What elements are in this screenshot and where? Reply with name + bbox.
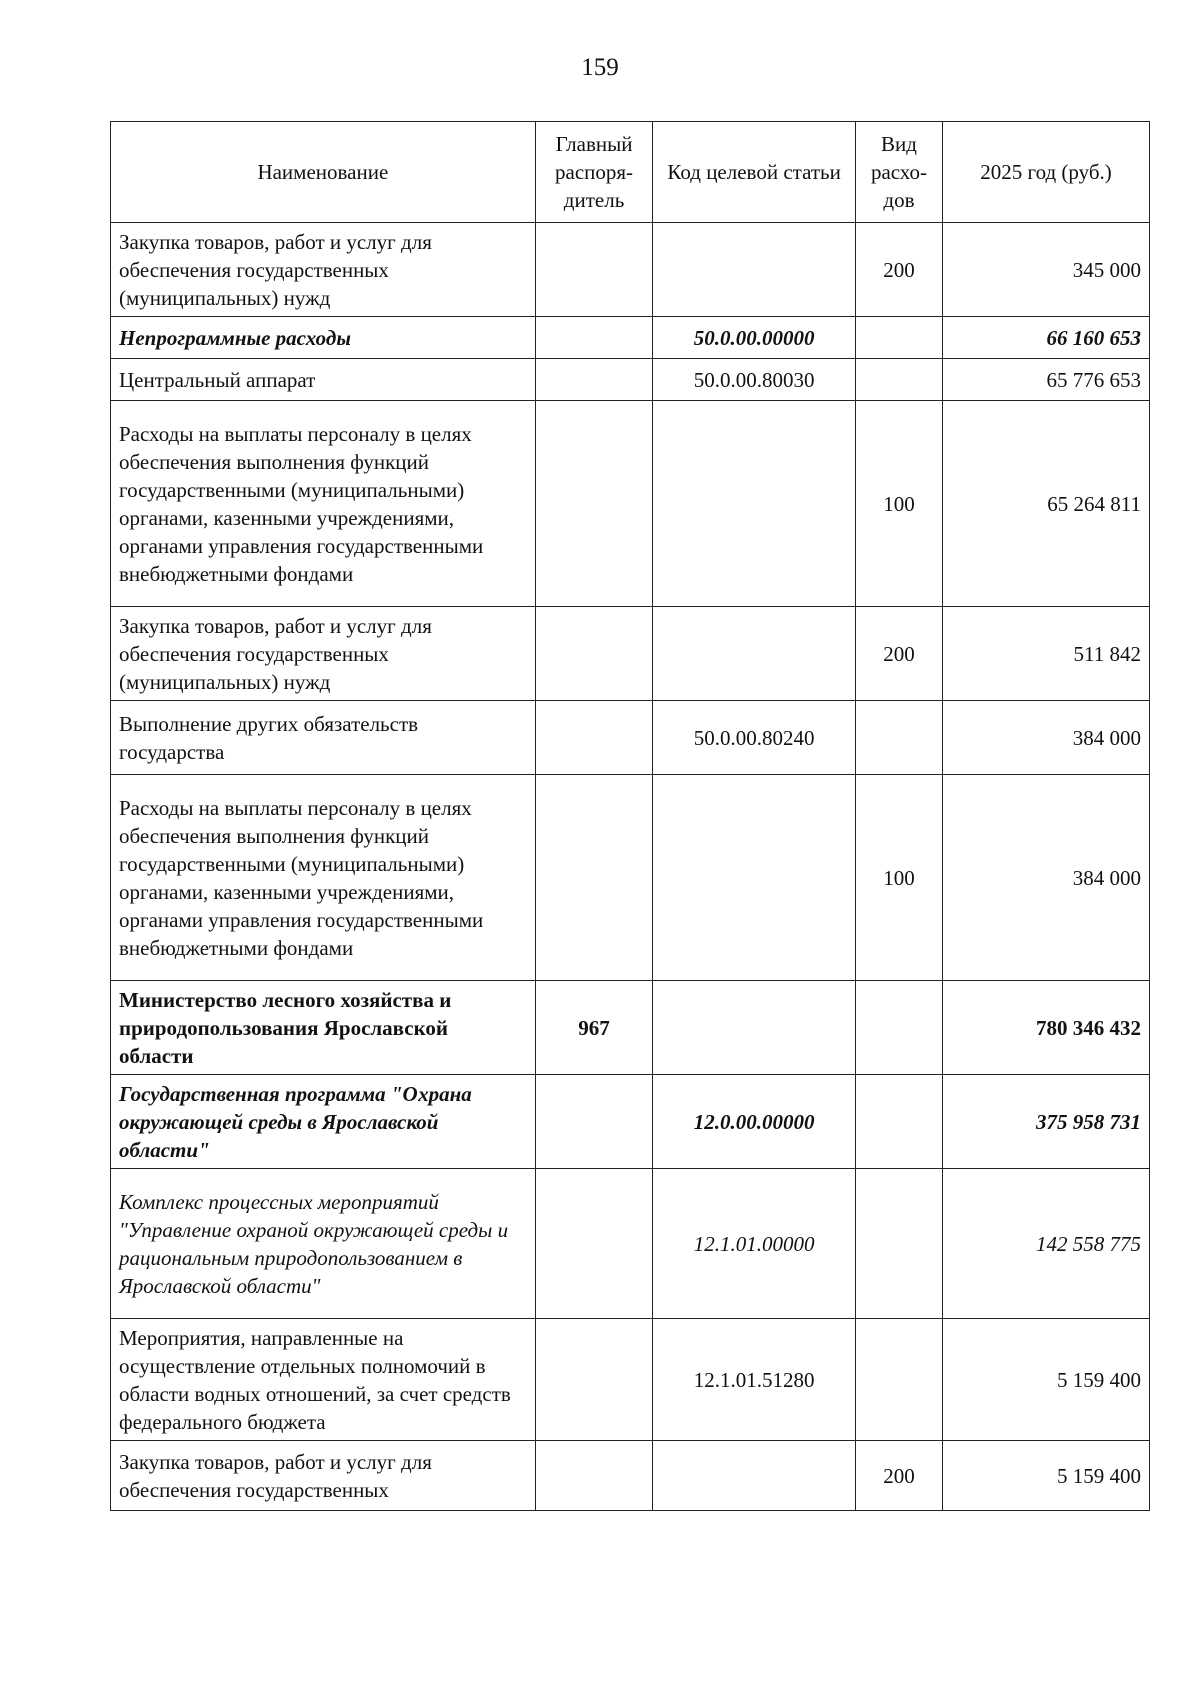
page-number: 159 <box>581 54 619 81</box>
row-dispatcher: 967 <box>535 981 653 1075</box>
row-dispatcher <box>535 359 653 401</box>
row-dispatcher <box>535 701 653 775</box>
row-dispatcher <box>535 607 653 701</box>
row-amount: 5 159 400 <box>943 1319 1150 1441</box>
row-expense-kind: 100 <box>855 401 942 607</box>
table-row <box>111 775 1150 981</box>
table-row <box>111 401 1150 607</box>
row-dispatcher <box>535 401 653 607</box>
header-name: Наименование <box>111 122 536 223</box>
row-expense-kind: 200 <box>855 1441 942 1511</box>
row-name: Закупка товаров, работ и услуг для обеспечения государственных <box>111 1441 536 1511</box>
row-expense-kind: 100 <box>855 775 942 981</box>
row-name: Непрограммные расходы <box>111 317 536 359</box>
table-header-row <box>111 122 1150 223</box>
header-target-code: Код целевой статьи <box>653 122 856 223</box>
row-dispatcher <box>535 223 653 317</box>
row-target-code <box>653 981 856 1075</box>
row-dispatcher <box>535 1169 653 1319</box>
row-expense-kind <box>855 701 942 775</box>
table-row <box>111 317 1150 359</box>
row-name: Комплекс процессных мероприятий "Управление охраной окружающей среды и рациональным природопользованием в Ярославской области" <box>111 1169 536 1319</box>
row-expense-kind: 200 <box>855 223 942 317</box>
row-expense-kind <box>855 317 942 359</box>
row-name: Закупка товаров, работ и услуг для обеспечения государственных (муниципальных) нужд <box>111 607 536 701</box>
table-row <box>111 981 1150 1075</box>
row-amount: 65 264 811 <box>943 401 1150 607</box>
row-expense-kind <box>855 981 942 1075</box>
row-amount: 345 000 <box>943 223 1150 317</box>
row-target-code: 12.0.00.00000 <box>653 1075 856 1169</box>
row-expense-kind <box>855 1075 942 1169</box>
table-row <box>111 1319 1150 1441</box>
header-dispatcher: Главный распоря-дитель <box>535 122 653 223</box>
row-expense-kind: 200 <box>855 607 942 701</box>
row-name: Государственная программа "Охрана окружающей среды в Ярославской области" <box>111 1075 536 1169</box>
header-amount: 2025 год (руб.) <box>943 122 1150 223</box>
row-name: Выполнение других обязательств государства <box>111 701 536 775</box>
row-amount: 780 346 432 <box>943 981 1150 1075</box>
table-row <box>111 1441 1150 1511</box>
table-row <box>111 359 1150 401</box>
row-dispatcher <box>535 1319 653 1441</box>
row-target-code <box>653 401 856 607</box>
row-expense-kind <box>855 1319 942 1441</box>
row-amount: 384 000 <box>943 701 1150 775</box>
row-expense-kind <box>855 1169 942 1319</box>
row-amount: 66 160 653 <box>943 317 1150 359</box>
row-dispatcher <box>535 775 653 981</box>
table-row <box>111 1169 1150 1319</box>
row-amount: 511 842 <box>943 607 1150 701</box>
row-target-code: 12.1.01.51280 <box>653 1319 856 1441</box>
table-row <box>111 607 1150 701</box>
row-name: Закупка товаров, работ и услуг для обеспечения государственных (муниципальных) нужд <box>111 223 536 317</box>
row-amount: 5 159 400 <box>943 1441 1150 1511</box>
row-name: Министерство лесного хозяйства и природопользования Ярославской области <box>111 981 536 1075</box>
row-name: Центральный аппарат <box>111 359 536 401</box>
row-dispatcher <box>535 1075 653 1169</box>
table-row <box>111 223 1150 317</box>
row-target-code <box>653 1441 856 1511</box>
row-target-code <box>653 607 856 701</box>
row-dispatcher <box>535 317 653 359</box>
row-name: Мероприятия, направленные на осуществление отдельных полномочий в области водных отношений, за счет средств федерального бюджета <box>111 1319 536 1441</box>
row-amount: 142 558 775 <box>943 1169 1150 1319</box>
row-expense-kind <box>855 359 942 401</box>
row-name: Расходы на выплаты персоналу в целях обеспечения выполнения функций государственными (муниципальными) органами, казенными учреждениями, органами управления государственными внебюджетными фондами <box>111 401 536 607</box>
row-target-code <box>653 775 856 981</box>
row-target-code: 50.0.00.00000 <box>653 317 856 359</box>
row-target-code: 12.1.01.00000 <box>653 1169 856 1319</box>
row-amount: 375 958 731 <box>943 1075 1150 1169</box>
row-target-code: 50.0.00.80240 <box>653 701 856 775</box>
row-target-code: 50.0.00.80030 <box>653 359 856 401</box>
row-target-code <box>653 223 856 317</box>
row-dispatcher <box>535 1441 653 1511</box>
table-row <box>111 701 1150 775</box>
table-row <box>111 1075 1150 1169</box>
row-amount: 384 000 <box>943 775 1150 981</box>
row-amount: 65 776 653 <box>943 359 1150 401</box>
budget-table <box>110 121 1150 1511</box>
row-name: Расходы на выплаты персоналу в целях обеспечения выполнения функций государственными (муниципальными) органами, казенными учреждениями, органами управления государственными внебюджетными фондами <box>111 775 536 981</box>
header-expense-kind: Вид расхо-дов <box>855 122 942 223</box>
